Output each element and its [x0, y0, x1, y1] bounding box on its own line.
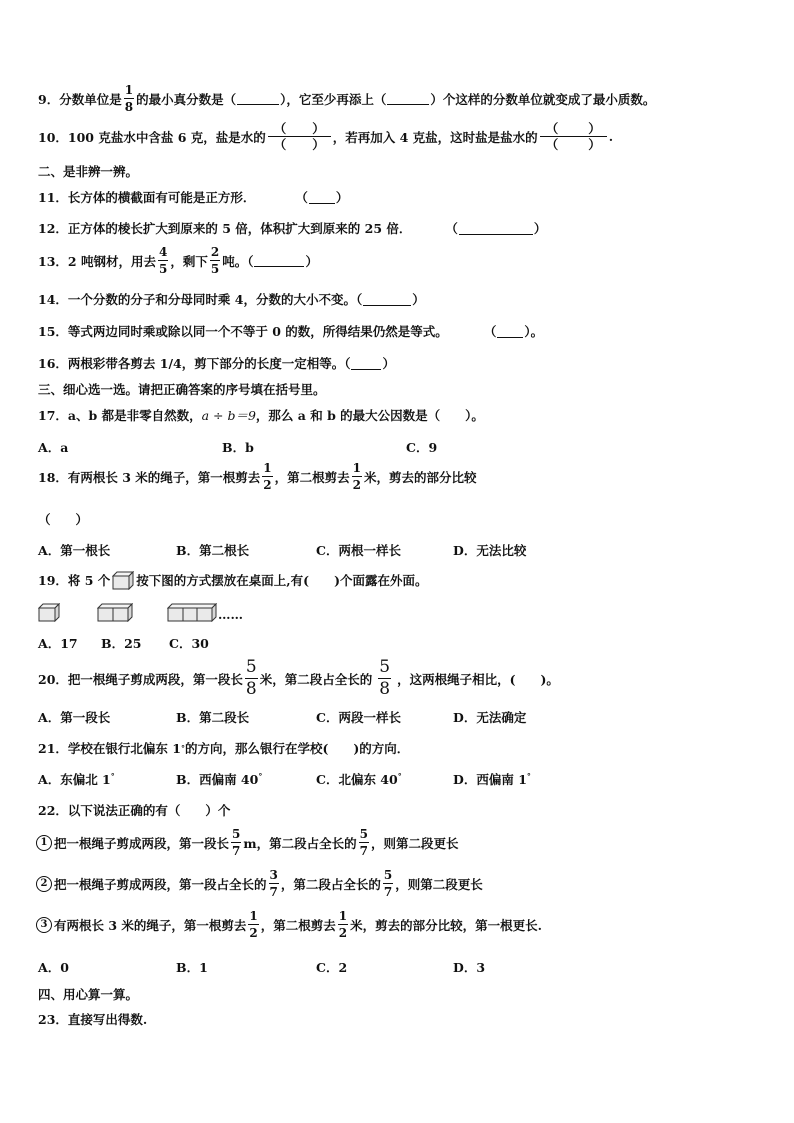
fraction: $\frac{1}{2}$ — [249, 909, 258, 940]
option-b[interactable]: B．第二根长 — [176, 543, 250, 558]
fraction: $\frac{5}{7}$ — [359, 827, 368, 858]
question-23: 23．直接写出得数. — [38, 1012, 148, 1027]
option-b[interactable]: B．1 — [176, 960, 208, 975]
fraction: $\frac{5}{7}$ — [383, 868, 393, 899]
option-c[interactable]: C．两段一样长 — [316, 710, 401, 725]
question-14: 14．一个分数的分子和分母同时乘 4，分数的大小不变。（ ） — [38, 292, 425, 307]
question-10: 10．100 克盐水中含盐 6 克，盐是水的 $\frac{( )}{( )}$ ，若再加入 4 克盐，这时盐是盐水的 $\frac{( )}{( )}$ . — [38, 121, 614, 153]
circled-number: 2 — [36, 876, 52, 892]
fraction: $\frac{1}{2}$ — [338, 909, 348, 940]
question-15: 15．等式两边同时乘或除以同一个不等于 0 的数，所得结果仍然是等式。 （ ）。 — [38, 324, 544, 339]
option-a[interactable]: A．0 — [38, 960, 69, 975]
answer-blank[interactable] — [351, 357, 381, 370]
answer-blank[interactable] — [254, 254, 304, 267]
fraction: $\frac{1}{2}$ — [352, 461, 362, 492]
question-17: 17．a、b 都是非零自然数， a ÷ b＝9 ，那么 a 和 b 的最大公因数是（ ）。 — [38, 408, 484, 423]
fraction: $\frac{4}{5}$ — [158, 245, 168, 276]
option-c[interactable]: C．两根一样长 — [316, 543, 401, 558]
question-20: 20．把一根绳子剪成两段，第一段长 $\frac{5}{8}$ 米，第二段占全长的 $\frac{5}{8}$ ，这两根绳子相比，( )。 — [38, 657, 559, 699]
question-21: 21．学校在银行北偏东 1 ° 的方向，那么银行在学校( )的方向． — [38, 741, 410, 756]
option-d[interactable]: D．3 — [453, 960, 486, 975]
q19-options — [38, 634, 209, 652]
option-b[interactable]: B．b — [222, 440, 254, 455]
q10-text-b: ，若再加入 4 克盐，这时盐是盐水的 — [332, 129, 538, 145]
section-3-heading: 三、细心选一选。请把正确答案的序号填在括号里。 — [38, 382, 326, 397]
fraction: $\frac{2}{5}$ — [210, 245, 220, 276]
q18-paren: （ ） — [38, 512, 89, 527]
q9-text-b: 的最小真分数是（ — [136, 91, 237, 107]
fraction: $\frac{1}{8}$ — [124, 83, 134, 114]
option-c[interactable]: C．2 — [316, 960, 348, 975]
option-c[interactable]: C．北偏东 40° — [316, 770, 402, 787]
q18-options — [38, 541, 526, 559]
cube-icon — [112, 571, 134, 589]
option-d[interactable]: D．西偏南 1° — [453, 770, 531, 787]
section-4-heading: 四、用心算一算。 — [38, 987, 139, 1002]
fraction: $\frac{1}{2}$ — [263, 461, 272, 492]
q22-options — [38, 958, 485, 976]
answer-blank[interactable] — [387, 92, 429, 105]
answer-blank[interactable] — [237, 92, 279, 105]
option-c[interactable]: C．30 — [169, 636, 209, 651]
q22-statement-2: 2 把一根绳子剪成两段，第一段占全长的 $\frac{3}{7}$ ，第二段占全长的 $\frac{5}{7}$ ，则第二段更长 — [36, 869, 483, 898]
q9-text-c: ），它至少再添上（ — [280, 91, 387, 107]
answer-blank[interactable] — [363, 293, 411, 306]
question-16: 16．两根彩带各剪去 1/4，剪下部分的长度一定相等。（ ） — [38, 356, 395, 371]
question-11: 11．长方体的横截面有可能是正方形． （ ） — [38, 190, 349, 205]
question-22: 22．以下说法正确的有（ ）个 — [38, 803, 231, 818]
option-a[interactable]: A．第一段长 — [38, 710, 111, 725]
answer-blank[interactable] — [309, 191, 335, 204]
question-19: 19．将 5 个 按下图的方式摆放在桌面上,有( )个面露在外面。 — [38, 573, 428, 588]
fraction: $\frac{5}{8}$ — [245, 657, 257, 699]
answer-blank[interactable] — [459, 222, 533, 235]
equation: a ÷ b＝9 — [201, 408, 256, 423]
two-cubes-icon — [97, 603, 133, 622]
option-a[interactable]: A．东偏北 1° — [38, 770, 115, 787]
fraction: $\frac{5}{7}$ — [232, 827, 241, 858]
fraction-answer-blank[interactable]: $\frac{( )}{( )}$ — [268, 122, 331, 151]
circled-number: 3 — [36, 917, 52, 933]
section-2-heading: 二、是非辨一辨。 — [38, 164, 139, 179]
circled-number: 1 — [36, 835, 52, 851]
option-a[interactable]: A．第一根长 — [38, 543, 111, 558]
option-b[interactable]: B．西偏南 40° — [176, 770, 263, 787]
question-9 — [38, 84, 655, 113]
fraction-answer-blank[interactable]: $\frac{( )}{( )}$ — [540, 122, 607, 151]
three-cubes-icon — [167, 603, 217, 622]
q9-text-a: 9．分数单位是 — [38, 91, 122, 107]
one-cube-icon — [38, 603, 60, 622]
question-18: 18．有两根长 3 米的绳子，第一根剪去 $\frac{1}{2}$ ，第二根剪去 $\frac{1}{2}$ 米，剪去的部分比较 — [38, 461, 477, 492]
q22-statement-1: 1 把一根绳子剪成两段，第一段长 $\frac{5}{7}$ m，第二段占全长的 $\frac{5}{7}$ ，则第二段更长 — [36, 828, 458, 857]
option-a[interactable]: A．17 — [38, 636, 78, 651]
q9-text-d: ）个这样的分数单位就变成了最小质数。 — [430, 91, 656, 107]
q10-text-a: 10．100 克盐水中含盐 6 克，盐是水的 — [38, 129, 266, 145]
option-c[interactable]: C．9 — [406, 440, 438, 455]
question-13: 13．2 吨钢材，用去 $\frac{4}{5}$ ，剩下 $\frac{2}{5}$ 吨。（ ） — [38, 245, 318, 276]
question-12: 12．正方体的棱长扩大到原来的 5 倍，体积扩大到原来的 25 倍． （ ） — [38, 221, 547, 236]
q17-options — [38, 438, 437, 456]
fraction: $\frac{5}{8}$ — [379, 657, 391, 699]
q20-options — [38, 708, 526, 726]
option-a[interactable]: A．a — [38, 440, 69, 455]
option-b[interactable]: B．第二段长 — [176, 710, 250, 725]
answer-blank[interactable] — [497, 325, 523, 338]
cube-arrangement-figure — [38, 602, 243, 622]
fraction: $\frac{3}{7}$ — [269, 868, 278, 899]
option-d[interactable]: D．无法确定 — [453, 710, 527, 725]
q22-statement-3: 3 有两根长 3 米的绳子，第一根剪去 $\frac{1}{2}$ ，第二根剪去 $\frac{1}{2}$ 米，剪去的部分比较，第一根更长. — [36, 910, 542, 939]
option-b[interactable]: B．25 — [101, 636, 142, 651]
q21-options — [38, 770, 531, 788]
option-d[interactable]: D．无法比较 — [453, 543, 527, 558]
ellipsis: …… — [218, 607, 243, 622]
